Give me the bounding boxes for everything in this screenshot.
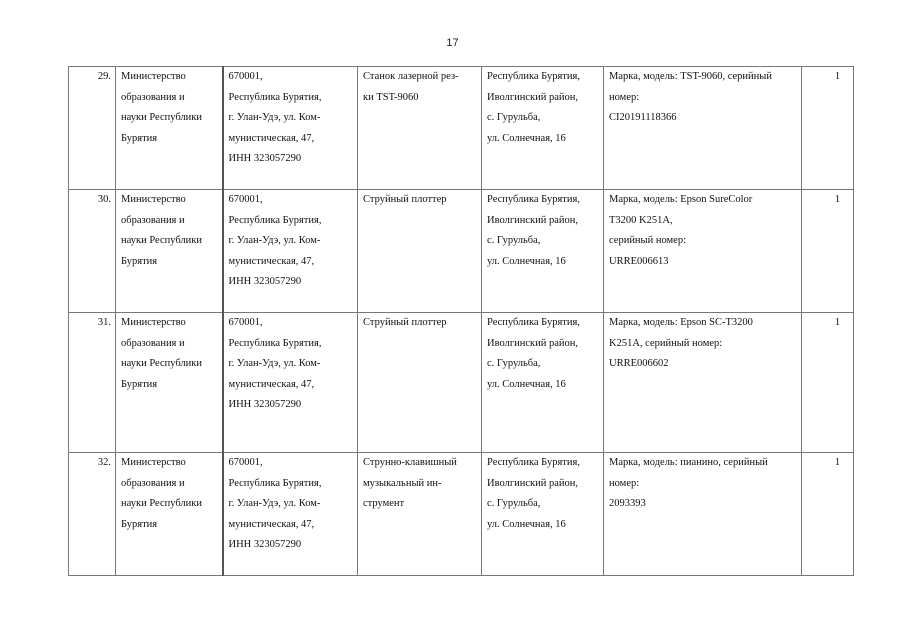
property-name-line: Струйный плоттер (363, 317, 447, 328)
property-description-line: номер: (609, 477, 640, 489)
property-name-line: Струйный плоттер (363, 194, 447, 205)
owner-organization-line: Бурятия (121, 378, 158, 390)
page-number: 17 (446, 37, 459, 49)
owner-organization (116, 190, 223, 313)
property-quantity: 1 (802, 67, 854, 190)
property-name (358, 190, 482, 313)
property-name (358, 67, 482, 190)
property-description-line: Марка, модель: TST-9060, серийный (609, 71, 772, 82)
property-name-line: музыкальный ин- (363, 477, 442, 489)
owner-organization-line: образования и (121, 214, 185, 226)
owner-address-line: Республика Бурятия, (228, 477, 322, 489)
table-row (69, 190, 854, 313)
property-name (358, 453, 482, 576)
owner-address-line: 670001, (228, 194, 263, 205)
table-row (69, 453, 854, 576)
row-number: 32. (69, 453, 116, 576)
owner-address-line: мунистическая, 47, (228, 518, 315, 530)
property-description-line: Марка, модель: пианино, серийный (609, 457, 768, 468)
row-number: 29. (69, 67, 116, 190)
owner-address-line: 670001, (228, 71, 263, 82)
owner-address-line: ИНН 323057290 (228, 153, 302, 164)
property-description (604, 67, 802, 190)
property-location-line: Иволгинский район, (487, 337, 579, 349)
property-location (482, 453, 604, 576)
owner-organization-line: науки Республики (121, 235, 203, 246)
owner-address (223, 190, 358, 313)
property-description-line: Марка, модель: Epson SureColor (609, 194, 753, 205)
property-description-line: CI20191118366 (609, 112, 677, 123)
property-location-line: с. Гурульба, (487, 235, 541, 246)
owner-address-line: мунистическая, 47, (228, 378, 315, 390)
row-number: 30. (69, 190, 116, 313)
owner-organization-line: Бурятия (121, 132, 158, 144)
owner-address-line: мунистическая, 47, (228, 255, 315, 267)
property-location-line: Иволгинский район, (487, 91, 579, 103)
property-name-line: Струнно-клавишный (363, 457, 457, 468)
property-name (358, 313, 482, 453)
property-description-line: Марка, модель: Epson SC-T3200 (609, 317, 753, 328)
property-description (604, 190, 802, 313)
property-location-line: ул. Солнечная, 16 (487, 255, 566, 267)
owner-organization-line: Министерство (121, 194, 186, 205)
owner-address (223, 313, 358, 453)
property-description-line: URRE006602 (609, 358, 669, 369)
owner-address-line: г. Улан-Удэ, ул. Ком- (228, 235, 321, 246)
owner-address-line: 670001, (228, 457, 263, 468)
property-name-line: ки TST-9060 (363, 91, 419, 103)
property-location-line: с. Гурульба, (487, 112, 541, 123)
property-name-line: струмент (363, 498, 405, 509)
property-location (482, 67, 604, 190)
property-description (604, 313, 802, 453)
property-location-line: Республика Бурятия, (487, 317, 580, 328)
property-location-line: ул. Солнечная, 16 (487, 518, 566, 530)
owner-address (223, 67, 358, 190)
owner-organization-line: науки Республики (121, 112, 203, 123)
property-table (68, 66, 854, 576)
owner-address-line: ИНН 323057290 (228, 276, 302, 287)
owner-organization (116, 453, 223, 576)
property-location (482, 190, 604, 313)
property-location-line: Республика Бурятия, (487, 71, 580, 82)
property-description-line: K251A, серийный номер: (609, 337, 723, 349)
owner-organization-line: Министерство (121, 317, 186, 328)
property-quantity: 1 (802, 190, 854, 313)
owner-organization-line: Министерство (121, 457, 186, 468)
owner-address-line: ИНН 323057290 (228, 399, 302, 410)
property-description (604, 453, 802, 576)
owner-organization-line: образования и (121, 337, 185, 349)
row-number: 31. (69, 313, 116, 453)
owner-organization-line: науки Республики (121, 498, 203, 509)
property-quantity: 1 (802, 313, 854, 453)
property-description-line: номер: (609, 91, 640, 103)
owner-address (223, 453, 358, 576)
property-location-line: Республика Бурятия, (487, 194, 580, 205)
owner-address-line: мунистическая, 47, (228, 132, 315, 144)
property-description-line: серийный номер: (609, 235, 686, 246)
owner-address-line: Республика Бурятия, (228, 337, 322, 349)
property-location-line: с. Гурульба, (487, 358, 541, 369)
owner-organization-line: Министерство (121, 71, 186, 82)
owner-address-line: ИНН 323057290 (228, 539, 302, 550)
property-quantity: 1 (802, 453, 854, 576)
owner-organization-line: образования и (121, 477, 185, 489)
property-location (482, 313, 604, 453)
owner-organization (116, 67, 223, 190)
property-location-line: ул. Солнечная, 16 (487, 132, 566, 144)
owner-organization (116, 313, 223, 453)
owner-address-line: Республика Бурятия, (228, 91, 322, 103)
owner-address-line: г. Улан-Удэ, ул. Ком- (228, 498, 321, 509)
table-row (69, 313, 854, 453)
owner-organization-line: Бурятия (121, 518, 158, 530)
property-description-line: T3200 K251A, (609, 214, 673, 226)
owner-organization-line: Бурятия (121, 255, 158, 267)
owner-address-line: г. Улан-Удэ, ул. Ком- (228, 358, 321, 369)
table-body (69, 67, 854, 576)
property-location-line: ул. Солнечная, 16 (487, 378, 566, 390)
property-location-line: Иволгинский район, (487, 214, 579, 226)
table-row (69, 67, 854, 190)
property-location-line: Иволгинский район, (487, 477, 579, 489)
owner-address-line: 670001, (228, 317, 263, 328)
property-name-line: Станок лазерной рез- (363, 71, 459, 82)
owner-organization-line: науки Республики (121, 358, 203, 369)
owner-address-line: г. Улан-Удэ, ул. Ком- (228, 112, 321, 123)
property-location-line: с. Гурульба, (487, 498, 541, 509)
property-description-line: URRE006613 (609, 255, 669, 267)
owner-address-line: Республика Бурятия, (228, 214, 322, 226)
owner-organization-line: образования и (121, 91, 185, 103)
property-location-line: Республика Бурятия, (487, 457, 580, 468)
property-description-line: 2093393 (609, 498, 646, 509)
